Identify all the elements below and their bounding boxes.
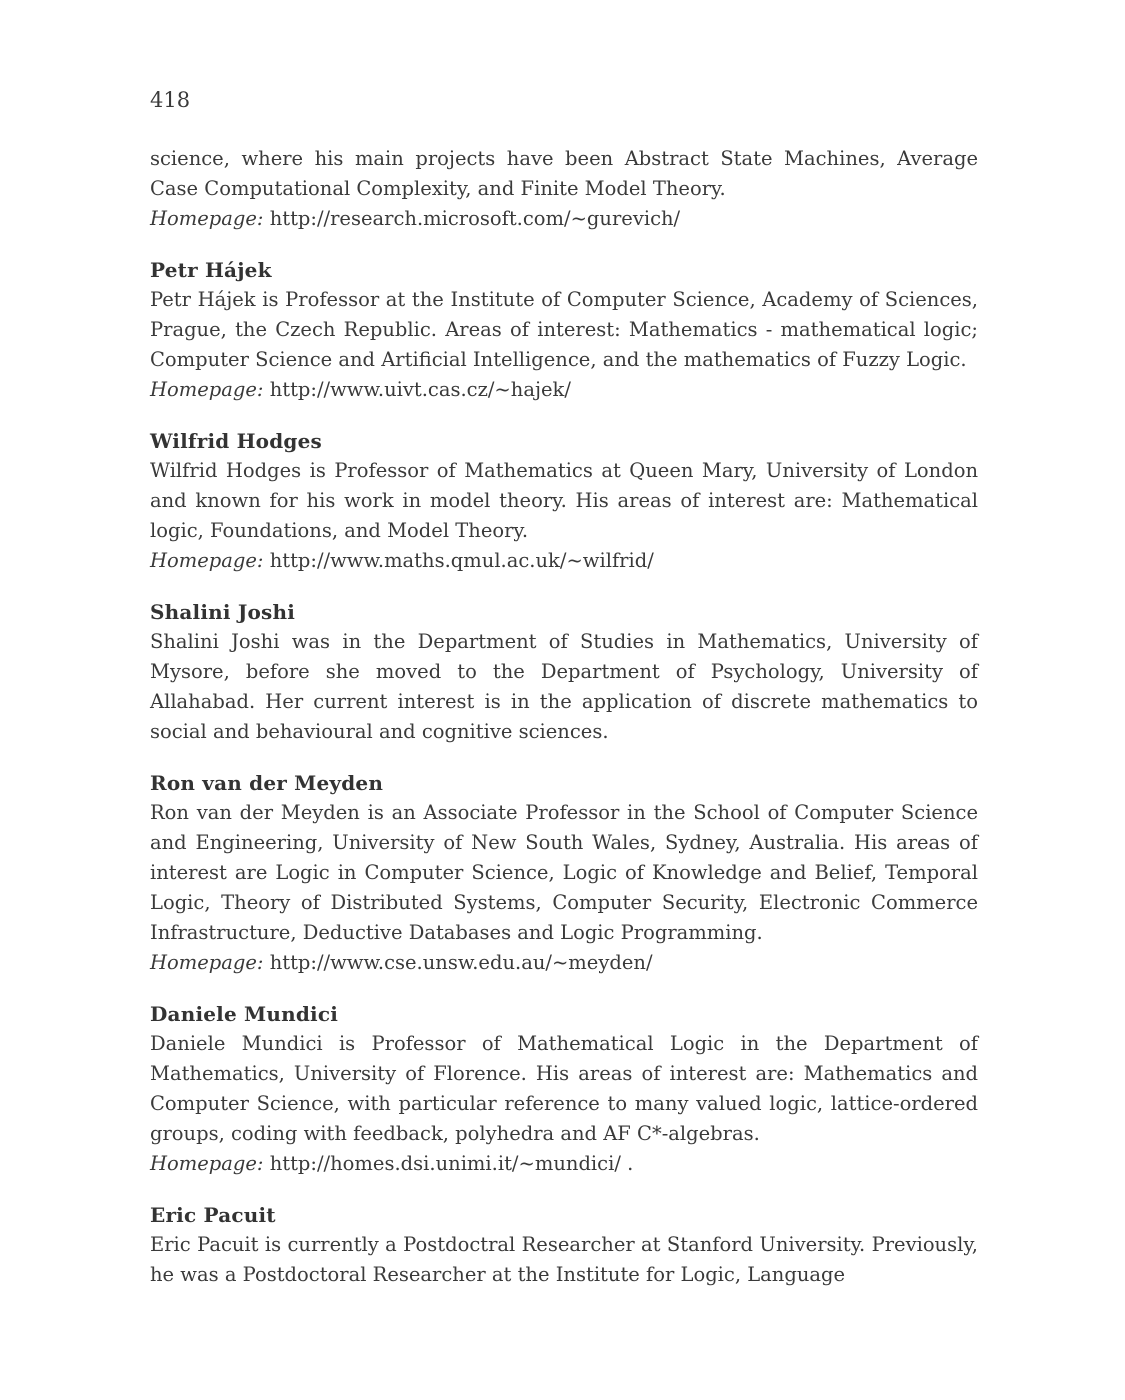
entry-homepage: [150, 948, 978, 978]
entry-name: Wilfrid Hodges: [150, 429, 322, 453]
entry-ron-van-der-meyden: [150, 769, 978, 978]
page-number: 418: [150, 88, 191, 112]
entry-name: Petr Hájek: [150, 258, 272, 282]
entry-name: Ron van der Meyden: [150, 771, 384, 795]
homepage-link[interactable]: http://homes.dsi.unimi.it/~mundici/ .: [269, 1152, 634, 1175]
homepage-label: Homepage:: [150, 378, 264, 401]
entry-bio: Ron van der Meyden is an Associate Professor in the School of Computer Science and Engineering, University of New South Wales, Sydney, Australia. His areas of interest are Logic in Computer Science, Logic of Knowledge and Belief, Temporal Logic, Theory of Distributed Systems, Computer Security, Electronic Commerce Infrastructure, Deductive Databases and Logic Programming.: [150, 801, 978, 944]
homepage-link[interactable]: http://research.microsoft.com/~gurevich/: [269, 207, 681, 230]
intro-continuation: [150, 144, 978, 234]
homepage-label: Homepage:: [150, 549, 264, 572]
entry-bio: Petr Hájek is Professor at the Institute of Computer Science, Academy of Sciences, Prague, the Czech Republic. Areas of interest: Mathematics - mathematical logic; Computer Science and Artificial Intelligence, and the mathematics of Fuzzy Logic.: [150, 288, 978, 371]
entry-bio: Wilfrid Hodges is Professor of Mathematics at Queen Mary, University of London and known for his work in model theory. His areas of interest are: Mathematical logic, Foundations, and Model Theory.: [150, 459, 978, 542]
homepage-link[interactable]: http://www.maths.qmul.ac.uk/~wilfrid/: [269, 549, 654, 572]
entry-bio: Eric Pacuit is currently a Postdoctral Researcher at Stanford University. Previously, he was a Postdoctoral Researcher at the Institute for Logic, Language: [150, 1233, 978, 1286]
entry-name: Daniele Mundici: [150, 1002, 339, 1026]
entry-bio: Shalini Joshi was in the Department of Studies in Mathematics, University of Mysore, before she moved to the Department of Psychology, University of Allahabad. Her current interest is in the application of discrete mathematics to social and behavioural and cognitive sciences.: [150, 630, 978, 743]
entry-name: Shalini Joshi: [150, 600, 296, 624]
entry-daniele-mundici: [150, 1000, 978, 1179]
homepage-label: Homepage:: [150, 951, 264, 974]
entry-shalini-joshi: [150, 598, 978, 747]
entry-eric-pacuit: [150, 1201, 978, 1290]
entry-homepage: [150, 546, 978, 576]
entry-wilfrid-hodges: [150, 427, 978, 576]
homepage-link[interactable]: http://www.cse.unsw.edu.au/~meyden/: [269, 951, 653, 974]
intro-homepage: [150, 204, 978, 234]
homepage-label: Homepage:: [150, 1152, 264, 1175]
entry-name: Eric Pacuit: [150, 1203, 276, 1227]
homepage-label: Homepage:: [150, 207, 264, 230]
entry-petr-hajek: [150, 256, 978, 405]
homepage-link[interactable]: http://www.uivt.cas.cz/~hajek/: [269, 378, 571, 401]
entry-homepage: [150, 375, 978, 405]
entry-bio: Daniele Mundici is Professor of Mathematical Logic in the Department of Mathematics, University of Florence. His areas of interest are: Mathematics and Computer Science, with particular reference to many valued logic, lattice-ordered groups, coding with feedback, polyhedra and AF C*-algebras.: [150, 1032, 978, 1145]
entry-homepage: [150, 1149, 978, 1179]
intro-text: science, where his main projects have been Abstract State Machines, Average Case Computational Complexity, and Finite Model Theory.: [150, 147, 978, 200]
page-body: [150, 144, 978, 1290]
